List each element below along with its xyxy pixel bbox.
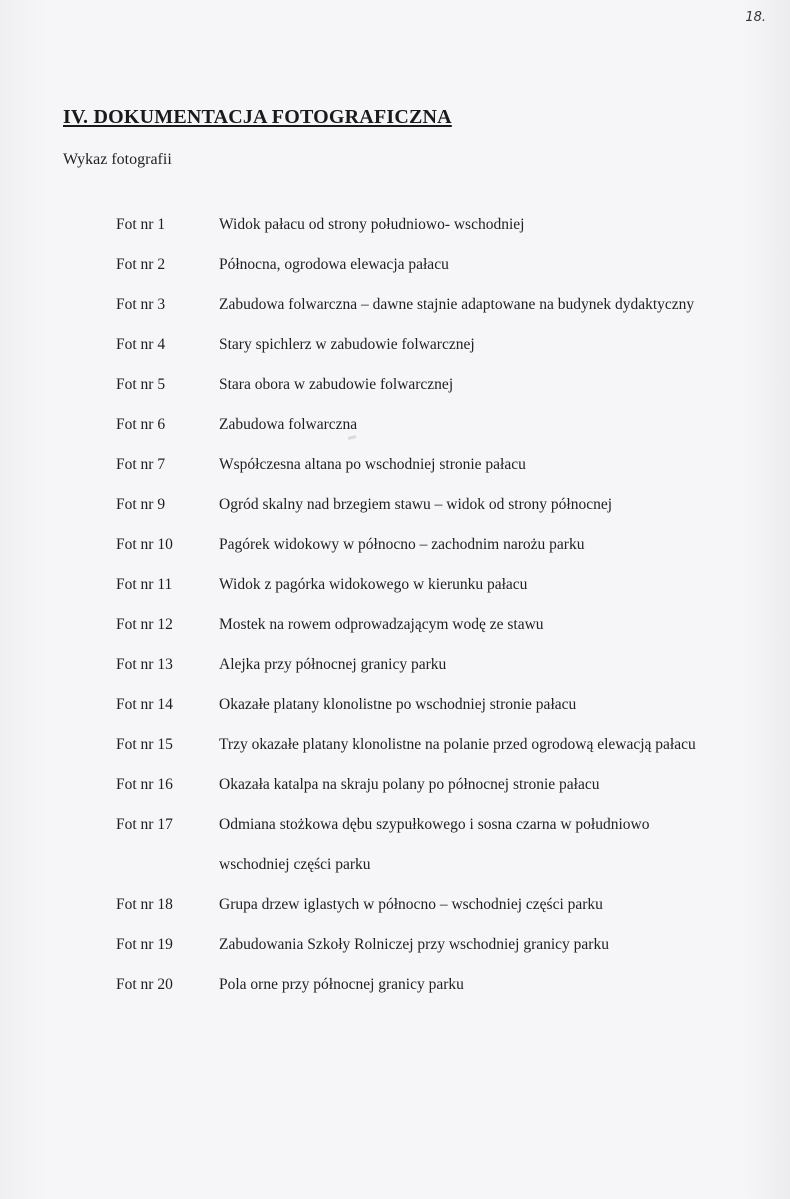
photo-list-item [0, 605, 790, 645]
photo-label: Fot nr 1 [116, 216, 166, 233]
photo-caption: Ogród skalny nad brzegiem stawu – widok od strony północnej [219, 496, 613, 513]
photo-label: Fot nr 2 [116, 256, 166, 273]
photo-caption: Zabudowania Szkoły Rolniczej przy wschodniej granicy parku [219, 936, 609, 953]
photo-caption: Stary spichlerz w zabudowie folwarcznej [219, 336, 475, 353]
photo-label: Fot nr 13 [116, 656, 173, 673]
photo-list-item [0, 485, 790, 525]
photo-list-item [0, 445, 790, 485]
photo-caption: Zabudowa folwarczna – dawne stajnie adaptowane na budynek dydaktyczny [219, 296, 695, 313]
photo-list [0, 205, 790, 1005]
photo-label: Fot nr 9 [116, 496, 166, 513]
photo-label: Fot nr 19 [116, 936, 173, 953]
photo-list-item [0, 285, 790, 325]
photo-caption: Stara obora w zabudowie folwarcznej [219, 376, 454, 393]
photo-label: Fot nr 11 [116, 576, 173, 593]
photo-label: Fot nr 18 [116, 896, 173, 913]
photo-list-item [0, 365, 790, 405]
photo-label: Fot nr 17 [116, 816, 173, 833]
photo-list-item [0, 525, 790, 565]
page-number: 18. [745, 10, 766, 25]
photo-list-item [0, 885, 790, 925]
photo-caption: Pagórek widokowy w północno – zachodnim narożu parku [219, 536, 585, 553]
photo-label: Fot nr 4 [116, 336, 166, 353]
photo-label: Fot nr 14 [116, 696, 173, 713]
photo-label: Fot nr 6 [116, 416, 166, 433]
photo-label: Fot nr 12 [116, 616, 173, 633]
photo-caption: Mostek na rowem odprowadzającym wodę ze stawu [219, 616, 544, 633]
photo-list-item [0, 405, 790, 445]
photo-caption: Pola orne przy północnej granicy parku [219, 976, 464, 993]
photo-list-item [0, 565, 790, 605]
subheading: Wykaz fotografii [63, 151, 172, 168]
photo-label: Fot nr 5 [116, 376, 166, 393]
photo-label: Fot nr 10 [116, 536, 173, 553]
photo-list-item [0, 205, 790, 245]
photo-label: Fot nr 3 [116, 296, 166, 313]
photo-list-item [0, 965, 790, 1005]
photo-label: Fot nr 20 [116, 976, 173, 993]
photo-list-item [0, 725, 790, 765]
photo-list-item [0, 325, 790, 365]
photo-caption: Widok pałacu od strony południowo- wschodniej [219, 216, 525, 233]
photo-caption: Alejka przy północnej granicy parku [219, 656, 447, 673]
photo-caption: Okazałe platany klonolistne po wschodniej stronie pałacu [219, 696, 577, 713]
photo-list-item [0, 805, 790, 885]
photo-caption: Okazała katalpa na skraju polany po północnej stronie pałacu [219, 776, 600, 793]
photo-label: Fot nr 16 [116, 776, 173, 793]
section-heading: IV. DOKUMENTACJA FOTOGRAFICZNA [63, 106, 452, 128]
photo-list-item [0, 245, 790, 285]
photo-list-item [0, 685, 790, 725]
photo-caption: Odmiana stożkowa dębu szypułkowego i sosna czarna w południowo wschodniej części parku [219, 816, 650, 873]
photo-list-item [0, 925, 790, 965]
photo-label: Fot nr 15 [116, 736, 173, 753]
photo-caption: Północna, ogrodowa elewacja pałacu [219, 256, 449, 273]
photo-list-item [0, 645, 790, 685]
photo-caption: Trzy okazałe platany klonolistne na polanie przed ogrodową elewacją pałacu [219, 736, 696, 753]
photo-label: Fot nr 7 [116, 456, 166, 473]
photo-caption: Grupa drzew iglastych w północno – wschodniej części parku [219, 896, 603, 913]
photo-list-item [0, 765, 790, 805]
photo-caption: Widok z pagórka widokowego w kierunku pałacu [219, 576, 528, 593]
photo-caption: Zabudowa folwarczna [219, 416, 358, 433]
photo-caption: Współczesna altana po wschodniej stronie pałacu [219, 456, 526, 473]
